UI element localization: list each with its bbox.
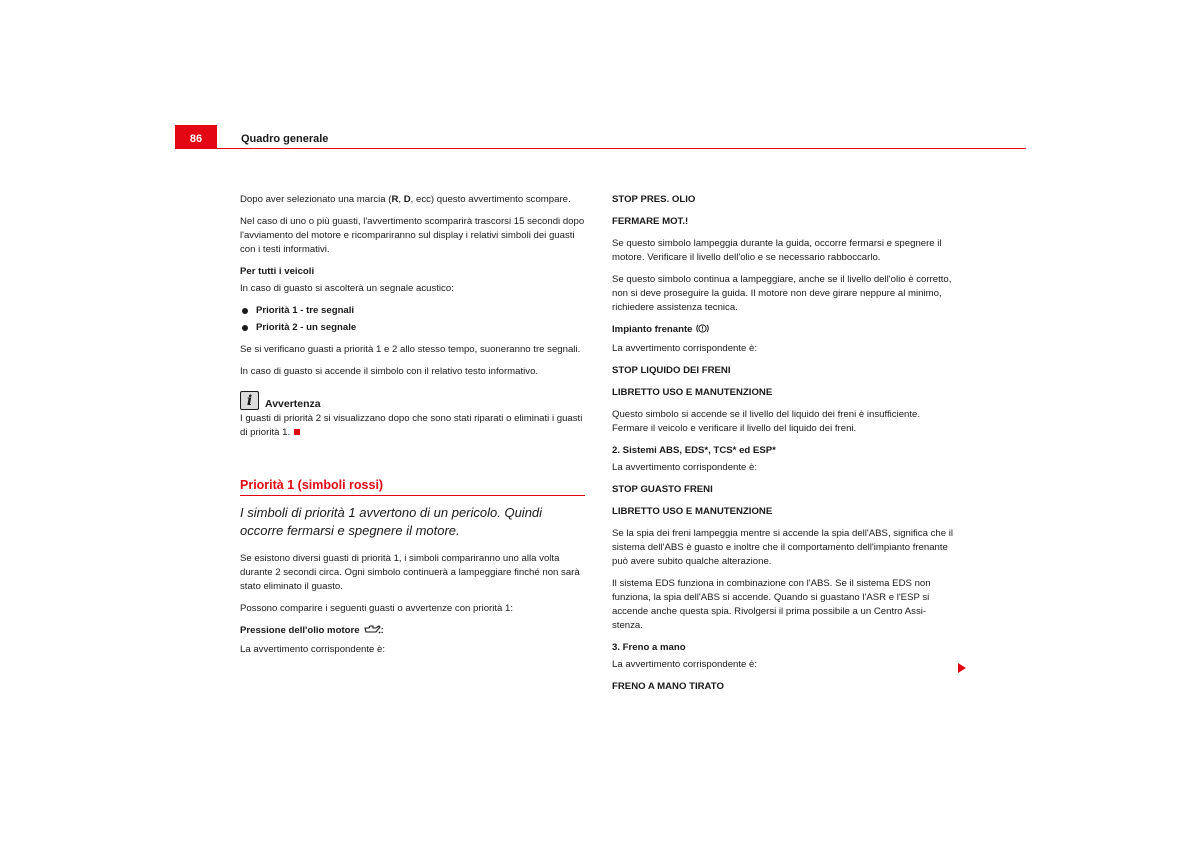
heading-handbrake: 3. Freno a mano xyxy=(612,642,686,653)
paragraph-warning: La avvertimento corrispondente è: xyxy=(612,462,758,473)
display-message: FERMARE MOT.! xyxy=(612,216,689,227)
display-message: LIBRETTO USO E MANUTENZIONE xyxy=(612,387,773,398)
gear-d: D xyxy=(403,194,411,205)
display-message: STOP LIQUIDO DEI FRENI xyxy=(612,365,731,376)
bullet-icon xyxy=(242,308,248,314)
priority-list xyxy=(240,304,585,335)
right-column xyxy=(612,193,957,702)
oil-heading-suffix: : xyxy=(380,625,384,636)
header-rule xyxy=(217,148,1026,149)
paragraph-faults: Nel caso di uno o più guasti, l'avvertimento scomparirà trascorsi 15 secondi dopo l'avviamento del motore e ricompariranno sul display i relativi simboli dei guasti con i testi informativi. xyxy=(240,216,585,255)
paragraph-warning: La avvertimento corrispondente è: xyxy=(240,644,386,655)
list-item-text: Priorità 2 - un segnale xyxy=(256,322,357,333)
heading-per-tutti: Per tutti i veicoli xyxy=(240,266,315,277)
heading-oil-pressure xyxy=(240,624,585,640)
note-box xyxy=(240,391,585,440)
paragraph-simultaneous: Se si verificano guasti a priorità 1 e 2 allo stesso tempo, suoneranno tre segnali. xyxy=(240,344,581,355)
paragraph-oil-blink: Se questo simbolo lampeggia durante la guida, occorre fermarsi e spegnere il motore. Verificare il livello dell'olio e se necessario rabboccarlo. xyxy=(612,238,942,263)
list-item-text: Priorità 1 - tre segnali xyxy=(256,305,355,316)
text-fragment: Dopo aver selezionato una marcia ( xyxy=(240,194,392,205)
paragraph-abs-fault: Se la spia dei freni lampeggia mentre si accende la spia dell'ABS, significa che il sistema dell'ABS è guasto e inoltre che il comportamento dell'impianto frenante può avere subito qualche alterazione. xyxy=(612,528,953,567)
note-title: Avvertenza xyxy=(265,398,321,410)
note-text xyxy=(240,412,585,440)
text-fragment: , ecc) questo avvertimento scompare. xyxy=(410,194,571,205)
oil-heading-text: Pressione dell'olio motore xyxy=(240,625,360,636)
bullet-icon xyxy=(242,325,248,331)
priority-heading: Priorità 1 (simboli rossi) xyxy=(240,478,585,496)
info-icon-glyph: i xyxy=(246,392,253,409)
paragraph-brake-fluid: Questo simbolo si accende se il livello del liquido dei freni è insufficiente. Fermare il veicolo e verificare il livello del liquido dei freni. xyxy=(612,409,921,434)
display-message: STOP GUASTO FRENI xyxy=(612,484,713,495)
continue-arrow-icon xyxy=(958,663,966,673)
brake-heading-text: Impianto frenante xyxy=(612,324,693,335)
paragraph-warning: La avvertimento corrispondente è: xyxy=(612,343,758,354)
paragraph-oil-continue: Se questo simbolo continua a lampeggiare, anche se il livello dell'olio è corretto, non si deve proseguire la guida. Il motore non deve girare neppure al minimo, richiedere assistenza tecnica. xyxy=(612,274,952,313)
display-message: LIBRETTO USO E MANUTENZIONE xyxy=(612,506,773,517)
paragraph-acoustic: In caso di guasto si ascolterà un segnale acustico: xyxy=(240,283,454,294)
end-of-section-icon xyxy=(294,429,300,435)
paragraph-warning: La avvertimento corrispondente è: xyxy=(612,659,758,670)
page-header xyxy=(175,125,1026,149)
paragraph-multiple: Se esistono diversi guasti di priorità 1, i simboli compariranno uno alla volta durante 2 secondi circa. Ogni simbolo continuerà a lampeggiare finché non sarà stato eliminato il guasto. xyxy=(240,553,580,592)
info-icon xyxy=(240,391,259,410)
paragraph-list-intro: Possono comparire i seguenti guasti o avvertenze con priorità 1: xyxy=(240,603,514,614)
section-title: Quadro generale xyxy=(241,133,329,145)
text-fragment: , xyxy=(398,194,404,205)
heading-brake-system xyxy=(612,323,957,339)
note-text-content: I guasti di priorità 2 si visualizzano dopo che sono stati riparati o eliminati i guasti di priorità 1. xyxy=(240,413,583,438)
lead-paragraph: I simboli di priorità 1 avvertono di un pericolo. Quindi occorre fermarsi e spegnere il motore. xyxy=(240,505,543,538)
paragraph-gear xyxy=(240,193,585,207)
gear-r: R xyxy=(391,194,399,205)
list-item xyxy=(240,321,585,335)
note-header xyxy=(240,391,585,410)
brake-warning-icon xyxy=(696,323,709,339)
display-message: STOP PRES. OLIO xyxy=(612,194,696,205)
left-column xyxy=(240,193,585,665)
page-number: 86 xyxy=(175,125,217,149)
oil-can-icon xyxy=(363,624,381,640)
paragraph-eds: Il sistema EDS funziona in combinazione con l'ABS. Se il sistema EDS non funziona, la spia dell'ABS si accende. Quando si guastano l'ASR e l'ESP si accende anche questa spia. Rivolgersi il prima possibile a un Centro Assi-stenza. xyxy=(612,578,931,631)
paragraph-symbol: In caso di guasto si accende il simbolo con il relativo testo informativo. xyxy=(240,366,539,377)
list-item xyxy=(240,304,585,318)
display-message: FRENO A MANO TIRATO xyxy=(612,681,724,692)
heading-abs: 2. Sistemi ABS, EDS*, TCS* ed ESP* xyxy=(612,445,776,456)
